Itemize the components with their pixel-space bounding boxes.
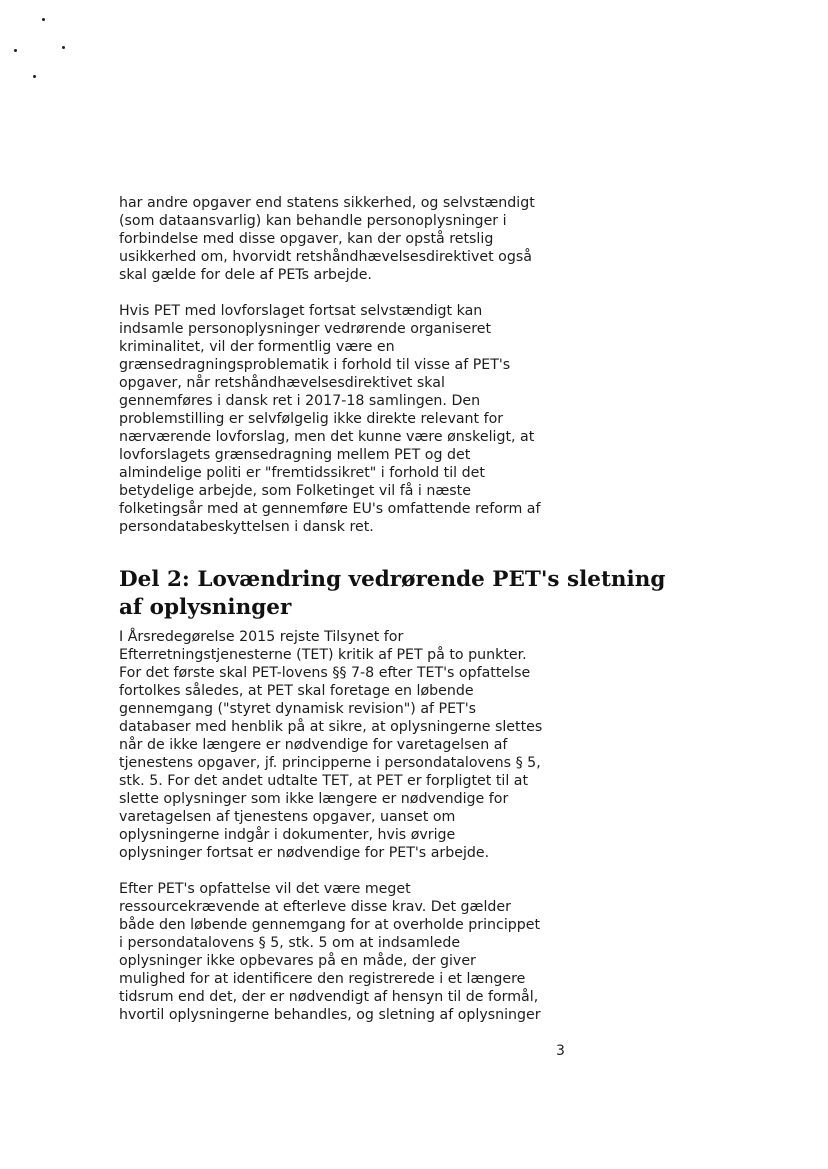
page-number: 3 [556, 1043, 565, 1059]
text-line: gennemgang ("styret dynamisk revision") af PET's [119, 701, 477, 717]
text-line: usikkerhed om, hvorvidt retshåndhævelsesdirektivet også [119, 249, 532, 265]
text-line: varetagelsen af tjenestens opgaver, uanset om [119, 809, 456, 825]
text-line: databaser med henblik på at sikre, at oplysningerne slettes [119, 719, 543, 735]
text-line: slette oplysninger som ikke længere er nødvendige for [119, 791, 509, 807]
paragraph-2 [119, 302, 589, 536]
heading-line: Del 2: Lovændring vedrørende PET's sletning [119, 567, 666, 592]
text-line: Hvis PET med lovforslaget fortsat selvstændigt kan [119, 303, 483, 319]
text-line: indsamle personoplysninger vedrørende organiseret [119, 321, 492, 337]
text-line: grænsedragningsproblematik i forhold til visse af PET's [119, 357, 511, 373]
text-line: mulighed for at identificere den registrerede i et længere [119, 971, 526, 987]
text-line: lovforslagets grænsedragning mellem PET og det [119, 447, 471, 463]
text-line: skal gælde for dele af PETs arbejde. [119, 267, 372, 283]
paragraph-3 [119, 628, 589, 862]
text-line: når de ikke længere er nødvendige for varetagelsen af [119, 737, 508, 753]
paragraph-4 [119, 880, 589, 1024]
text-line: (som dataansvarlig) kan behandle personoplysninger i [119, 213, 507, 229]
text-line: Efter PET's opfattelse vil det være meget [119, 881, 411, 897]
scan-speck [33, 75, 36, 78]
text-line: nærværende lovforslag, men det kunne være ønskeligt, at [119, 429, 535, 445]
heading-line: af oplysninger [119, 595, 292, 620]
text-line: For det første skal PET-lovens §§ 7-8 efter TET's opfattelse [119, 665, 531, 681]
text-line: oplysningerne indgår i dokumenter, hvis øvrige [119, 827, 456, 843]
text-line: persondatabeskyttelsen i dansk ret. [119, 519, 374, 535]
paragraph-1 [119, 194, 589, 284]
text-line: opgaver, når retshåndhævelsesdirektivet skal [119, 375, 445, 391]
scan-speck [14, 49, 17, 52]
text-line: folketingsår med at gennemføre EU's omfattende reform af [119, 501, 541, 517]
text-line: problemstilling er selvfølgelig ikke direkte relevant for [119, 411, 504, 427]
section-heading [119, 566, 666, 622]
text-line: betydelige arbejde, som Folketinget vil få i næste [119, 483, 471, 499]
text-line: fortolkes således, at PET skal foretage en løbende [119, 683, 474, 699]
text-line: ressourcekrævende at efterleve disse krav. Det gælder [119, 899, 511, 915]
text-line: kriminalitet, vil der formentlig være en [119, 339, 395, 355]
text-line: Efterretningstjenesterne (TET) kritik af PET på to punkter. [119, 647, 527, 663]
text-line: forbindelse med disse opgaver, kan der opstå retslig [119, 231, 494, 247]
text-line: gennemføres i dansk ret i 2017-18 samlingen. Den [119, 393, 481, 409]
text-line: tidsrum end det, der er nødvendigt af hensyn til de formål, [119, 989, 539, 1005]
text-line: tjenestens opgaver, jf. principperne i persondatalovens § 5, [119, 755, 541, 771]
text-line: både den løbende gennemgang for at overholde princippet [119, 917, 541, 933]
text-line: oplysninger fortsat er nødvendige for PET's arbejde. [119, 845, 490, 861]
text-line: almindelige politi er "fremtidssikret" i forhold til det [119, 465, 485, 481]
text-line: I Årsredegørelse 2015 rejste Tilsynet for [119, 629, 404, 645]
text-line: hvortil oplysningerne behandles, og sletning af oplysninger [119, 1007, 541, 1023]
text-line: oplysninger ikke opbevares på en måde, der giver [119, 953, 476, 969]
text-line: har andre opgaver end statens sikkerhed, og selvstændigt [119, 195, 535, 211]
scan-speck [42, 18, 45, 21]
scan-speck [62, 46, 65, 49]
text-line: stk. 5. For det andet udtalte TET, at PET er forpligtet til at [119, 773, 529, 789]
text-line: i persondatalovens § 5, stk. 5 om at indsamlede [119, 935, 461, 951]
